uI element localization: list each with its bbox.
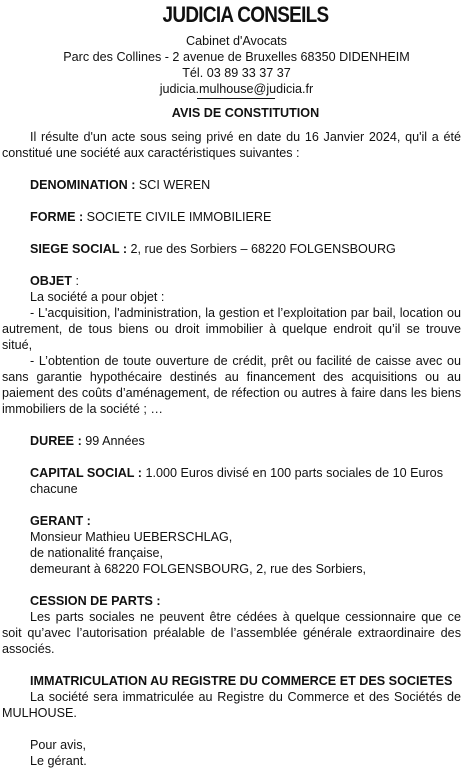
closing-section — [30, 737, 461, 769]
objet-item-1: - L'acquisition, l'administration, la gestion et l’exploitation par bail, location ou autrement, de tous biens ou droit immobilier à quelque endroit qu’il se trouve situé, — [2, 306, 461, 352]
cession-section — [2, 593, 461, 657]
gerant-name: Monsieur Mathieu UEBERSCHLAG, — [30, 530, 233, 544]
gerant-address: demeurant à 68220 FOLGENSBOURG, 2, rue des Sorbiers, — [30, 562, 366, 576]
immatriculation-text: La société sera immatriculée au Registre du Commerce et des Sociétés de MULHOUSE. — [2, 690, 461, 720]
cession-label: CESSION DE PARTS : — [30, 594, 161, 608]
denomination-label: DENOMINATION : — [30, 178, 136, 192]
notice-title: AVIS DE CONSTITUTION — [171, 106, 320, 120]
forme-value: SOCIETE CIVILE IMMOBILIERE — [83, 210, 272, 224]
immatriculation-label: IMMATRICULATION AU REGISTRE DU COMMERCE ET DES SOCIETES — [30, 674, 453, 688]
siege-line — [30, 241, 461, 257]
closing-pour-avis: Pour avis, — [30, 738, 86, 752]
firm-phone: Tél. 03 89 33 37 37 — [182, 66, 291, 80]
objet-colon: : — [72, 274, 79, 288]
objet-intro: La société a pour objet : — [30, 290, 165, 304]
cession-text: Les parts sociales ne peuvent être cédées à quelque cessionnaire que ce soit qu’avec l’autorisation préalable de l’assemblée générale extraordinaire des associés. — [2, 610, 461, 656]
gerant-nationality: de nationalité française, — [30, 546, 164, 560]
notice-intro: Il résulte d'un acte sous seing privé en date du 16 Janvier 2024, qu'il a été constitué une société aux caractéristiques suivantes : — [2, 130, 461, 160]
immatriculation-section — [2, 673, 461, 721]
header-divider — [197, 98, 275, 99]
firm-subtitle: Cabinet d'Avocats — [186, 34, 287, 48]
objet-label: OBJET — [30, 274, 72, 288]
duree-value: 99 Années — [81, 434, 145, 448]
capital-label: CAPITAL SOCIAL : — [30, 466, 142, 480]
siege-value: 2, rue des Sorbiers – 68220 FOLGENSBOURG — [127, 242, 396, 256]
objet-heading — [30, 273, 461, 289]
siege-label: SIEGE SOCIAL : — [30, 242, 128, 256]
forme-line — [30, 209, 461, 225]
capital-line — [30, 465, 461, 497]
gerant-label: GERANT : — [30, 514, 91, 528]
duree-line — [30, 433, 461, 449]
gerant-section — [30, 513, 461, 577]
firm-name: JUDICIA CONSEILS — [162, 2, 329, 27]
duree-label: DUREE : — [30, 434, 82, 448]
denomination-line — [30, 177, 461, 193]
capital-value: 1.000 Euros divisé en 100 parts sociales de 10 Euros chacune — [30, 466, 443, 496]
objet-section — [2, 273, 461, 417]
firm-email: judicia.mulhouse@judicia.fr — [159, 82, 314, 96]
denomination-value: SCI WEREN — [135, 178, 211, 192]
closing-signatory: Le gérant. — [30, 754, 87, 768]
firm-address: Parc des Collines - 2 avenue de Bruxelles 68350 DIDENHEIM — [63, 50, 410, 64]
objet-item-2: - L’obtention de toute ouverture de crédit, prêt ou facilité de caisse avec ou sans garantie hypothécaire destinés au financement des acquisitions ou au paiement des coûts d’aménagement, de réfection ou autres à faire dans les biens immobiliers de la société ; … — [2, 354, 461, 416]
forme-label: FORME : — [30, 210, 84, 224]
